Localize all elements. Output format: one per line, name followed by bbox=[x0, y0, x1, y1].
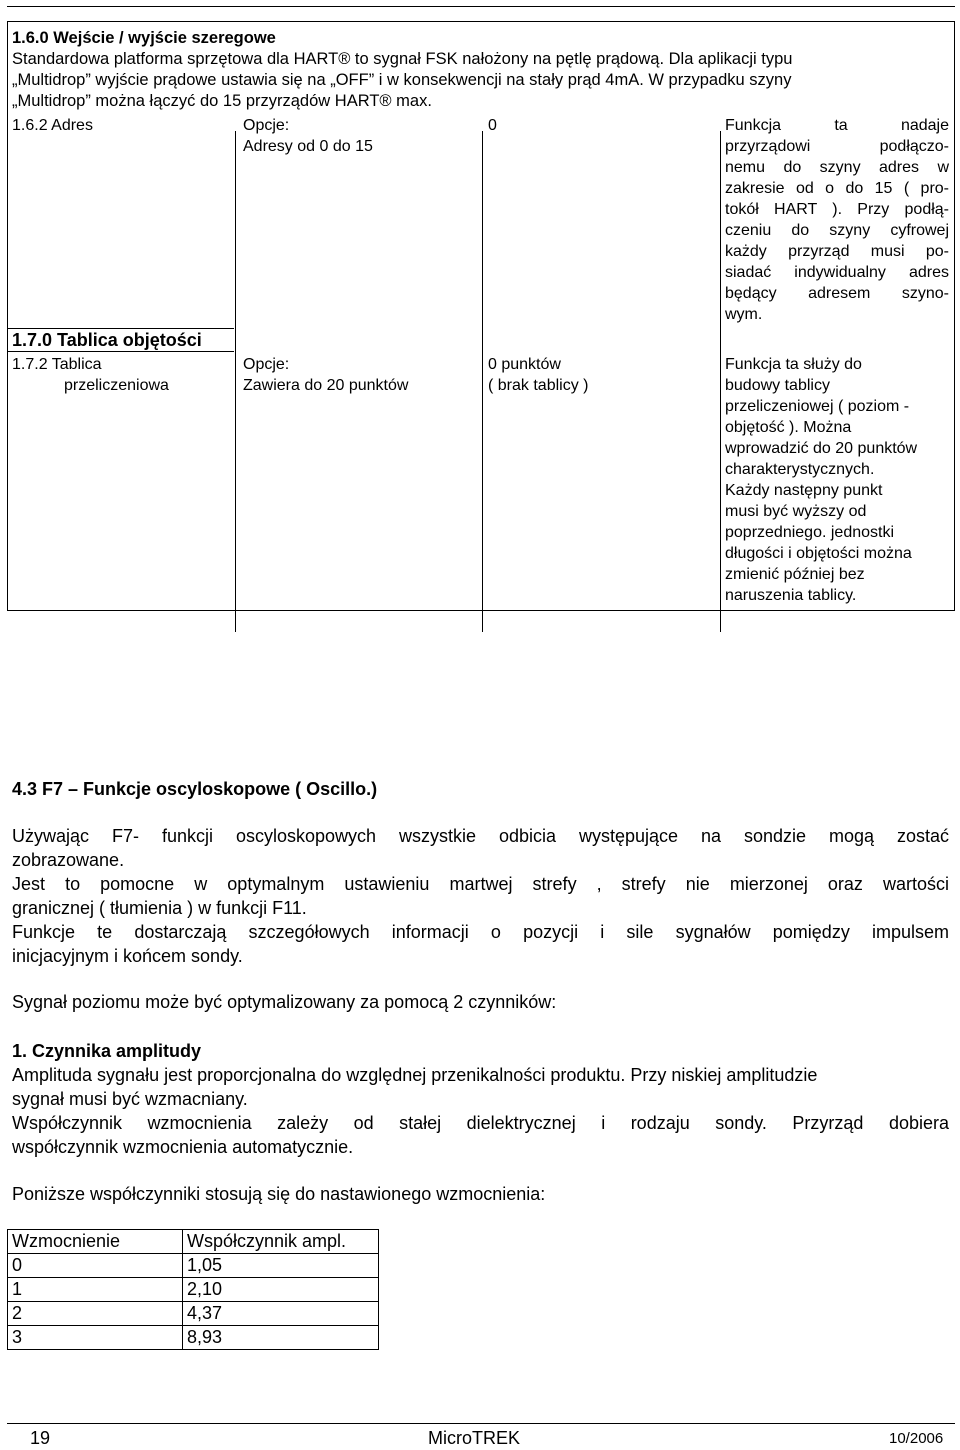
column-divider bbox=[235, 131, 236, 632]
table-cell: 3 bbox=[8, 1326, 183, 1350]
table-cell: 1,05 bbox=[183, 1254, 379, 1278]
table-row bbox=[8, 1254, 379, 1278]
paragraph: Używając F7- funkcji oscyloskopowych wszystkie odbicia występujące na sondzie mogą zostać zobrazowane. Jest to pomocne w optymalnym ustawieniu martwej strefy , strefy nie mierzonej oraz wartości granicznej ( tłumienia ) w funkcji F11. Funkcje te dostarczają szczegółowych informacji o pozycji i sile sygnałów pomiędzy impulsem inicjacyjnym i końcem sondy. bbox=[12, 826, 949, 966]
intro-line: „Multidrop” można łączyć do 15 przyrządów HART® max. bbox=[12, 92, 432, 110]
adres-label: 1.6.2 Adres bbox=[12, 117, 93, 134]
table-row bbox=[8, 1326, 379, 1350]
tablica-default-line1: 0 punktów bbox=[488, 356, 561, 373]
section-heading-1-6: 1.6.0 Wejście / wyjście szeregowe bbox=[12, 29, 276, 47]
adres-description: Funkcja ta nadaje przyrządowi podłączo- nemu do szyny adres w zakresie od o do 15 ( pro- tokół HART ). Przy podłą- czeniu do szyny cyfrowej każdy przyrząd musi po- siadać indywidualny adres będący adresem szyno- wym. bbox=[725, 117, 949, 323]
table-header-cell: Współczynnik ampl. bbox=[183, 1230, 379, 1254]
adres-options-value: Adresy od 0 do 15 bbox=[243, 138, 373, 155]
table-cell: 0 bbox=[8, 1254, 183, 1278]
table-row bbox=[8, 1302, 379, 1326]
footer-rule bbox=[7, 1423, 955, 1424]
footer-brand: MicroTREK bbox=[428, 1428, 521, 1448]
sub-heading-amplitude: 1. Czynnika amplitudy bbox=[12, 1041, 202, 1061]
table-cell: 4,37 bbox=[183, 1302, 379, 1326]
paragraph: Amplituda sygnału jest proporcjonalna do względnej przenikalności produktu. Przy niskiej amplitudzie sygnał musi być wzmacniany. Współczynnik wzmocnienia zależy od stałej dielektrycznej i rodzaju sondy. Przyrząd dobiera współczynnik wzmocnienia automatycznie. bbox=[12, 1065, 949, 1157]
top-rule bbox=[7, 6, 955, 7]
table-cell: 2,10 bbox=[183, 1278, 379, 1302]
tablica-options-label: Opcje: bbox=[243, 356, 290, 373]
intro-line: Standardowa platforma sprzętowa dla HART® to sygnał FSK nałożony na pętlę prądową. Dla aplikacji typu bbox=[12, 50, 793, 68]
section-heading-4-3: 4.3 F7 – Funkcje oscyloskopowe ( Oscillo.) bbox=[12, 779, 378, 799]
table-cell: 1 bbox=[8, 1278, 183, 1302]
table-cell: 2 bbox=[8, 1302, 183, 1326]
page-number: 19 bbox=[30, 1428, 51, 1448]
table-header-cell: Wzmocnienie bbox=[8, 1230, 183, 1254]
adres-options-label: Opcje: bbox=[243, 117, 290, 134]
footer-date: 10/2006 bbox=[889, 1430, 944, 1447]
tablica-options-value: Zawiera do 20 punktów bbox=[243, 377, 409, 394]
adres-default: 0 bbox=[488, 117, 497, 134]
intro-line: „Multidrop” wyjście prądowe ustawia się na „OFF” i w konsekwencji na stały prąd 4mA. W przypadku szyny bbox=[12, 71, 792, 89]
tablica-label-line1: 1.7.2 Tablica bbox=[12, 356, 102, 373]
paragraph: Poniższe współczynniki stosują się do nastawionego wzmocnienia: bbox=[12, 1184, 546, 1204]
gain-table bbox=[7, 1229, 379, 1350]
table-cell: 8,93 bbox=[183, 1326, 379, 1350]
tablica-description: Funkcja ta służy do budowy tablicy przeliczeniowej ( poziom - objętość ). Można wprowadzić do 20 punktów charakterystycznych. Każdy następny punkt musi być wyższy od poprzedniego. jednostki długości i objętości można zmienić później bez naruszenia tablicy. bbox=[725, 356, 918, 604]
table-row bbox=[8, 1278, 379, 1302]
table-header-row bbox=[8, 1230, 379, 1254]
tablica-label-line2: przeliczeniowa bbox=[64, 377, 169, 394]
section-heading-1-7: 1.7.0 Tablica objętości bbox=[12, 330, 202, 350]
column-divider bbox=[720, 131, 721, 632]
paragraph: Sygnał poziomu może być optymalizowany za pomocą 2 czynników: bbox=[12, 992, 557, 1012]
column-divider bbox=[482, 131, 483, 632]
tablica-default-line2: ( brak tablicy ) bbox=[488, 377, 589, 394]
